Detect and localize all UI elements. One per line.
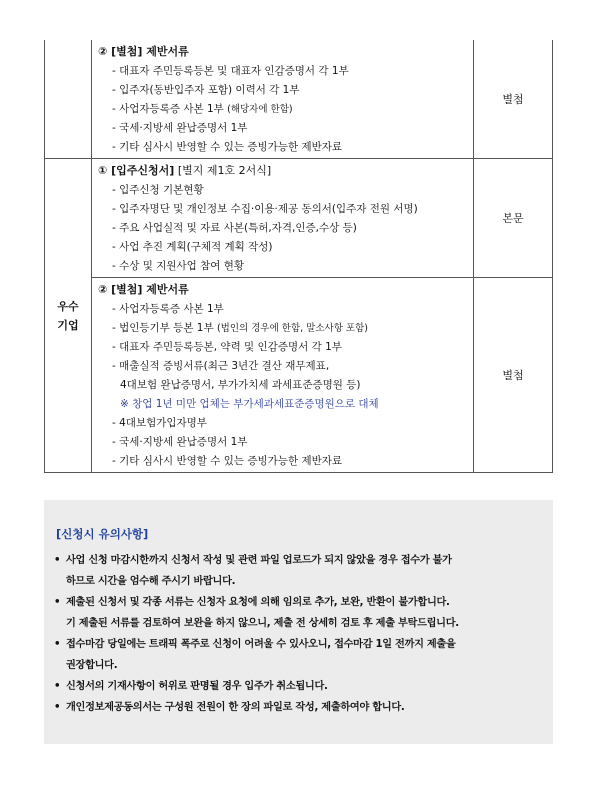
content-cell <box>92 40 474 159</box>
list-item: - 주요 사업실적 및 자료 사본(특허,자격,인증,수상 등) <box>112 222 357 234</box>
notice-item: • 제출된 신청서 및 각종 서류는 신청자 요청에 의해 임의로 추가, 보완, 반환이 불가합니다. <box>52 592 547 613</box>
notice-item: • 접수마감 당일에는 트래픽 폭주로 신청이 어려울 수 있사오니, 접수마감 1일 전까지 제출을 <box>52 634 547 655</box>
list-item: 4대보험 완납증명서, 부가가치세 과세표준증명원 등) <box>120 379 361 391</box>
notice-box <box>44 500 553 744</box>
list-item: - 국세·지방세 완납증명서 1부 <box>112 122 248 134</box>
section-title: ① [입주신청서] [별지 제1호 2서식] <box>98 164 272 177</box>
bullet-icon: • <box>54 639 61 650</box>
notice-item-continued: 권장합니다. <box>66 660 118 671</box>
notice-list <box>52 550 547 718</box>
document-type-cell: 본문 <box>474 159 553 278</box>
list-item: - 입주신청 기본현황 <box>112 184 204 196</box>
category-cell <box>45 40 92 159</box>
table-row <box>45 159 553 278</box>
document-table <box>44 40 553 473</box>
list-item: - 사업자등록증 사본 1부 (해당자에 한함) <box>112 103 293 115</box>
table-row <box>45 278 553 473</box>
notice-title: [신청시 유의사항] <box>56 527 149 541</box>
category-label-line1: 우수 <box>57 299 79 313</box>
bullet-icon: • <box>54 555 61 566</box>
list-item: - 국세·지방세 완납증명서 1부 <box>112 436 248 448</box>
list-item: - 입주자(동반입주자 포함) 이력서 각 1부 <box>112 84 300 96</box>
category-cell <box>45 159 92 473</box>
section-title: ② [별첨] 제반서류 <box>98 283 189 296</box>
list-item: - 법인등기부 등본 1부 (법인의 경우에 한함, 말소사항 포함) <box>112 322 368 334</box>
content-cell <box>92 278 474 473</box>
table-row <box>45 40 553 159</box>
list-item: - 대표자 주민등록등본 및 대표자 인감증명서 각 1부 <box>112 65 349 77</box>
list-item: - 기타 심사시 반영할 수 있는 증빙가능한 제반자료 <box>112 141 343 153</box>
notice-item: • 사업 신청 마감시한까지 신청서 작성 및 관련 파일 업로드가 되지 않았을 경우 접수가 불가 <box>52 550 547 571</box>
list-item: - 대표자 주민등록등본, 약력 및 인감증명서 각 1부 <box>112 341 342 353</box>
notice-item: • 신청서의 기재사항이 허위로 판명될 경우 입주가 취소됩니다. <box>52 676 547 697</box>
document-type-cell: 별첨 <box>474 40 553 159</box>
document-type-cell: 별첨 <box>474 278 553 473</box>
list-item: - 수상 및 지원사업 참여 현황 <box>112 260 245 272</box>
bullet-icon: • <box>54 597 61 608</box>
list-item: - 입주자명단 및 개인정보 수집·이용·제공 동의서(입주자 전원 서명) <box>112 203 418 215</box>
list-item: - 4대보험가입자명부 <box>112 417 207 429</box>
notice-item: • 개인정보제공동의서는 구성원 전원이 한 장의 파일로 작성, 제출하여야 합니다. <box>52 697 547 718</box>
bullet-icon: • <box>54 702 61 713</box>
bullet-icon: • <box>54 681 61 692</box>
list-item: - 사업 추진 계획(구체적 계획 작성) <box>112 241 273 253</box>
content-cell <box>92 159 474 278</box>
notice-item-continued: 하므로 시간을 엄수해 주시기 바랍니다. <box>66 576 236 587</box>
list-item: - 사업자등록증 사본 1부 <box>112 303 224 315</box>
note-item: ※ 창업 1년 미만 업체는 부가세과세표준증명원으로 대체 <box>120 398 379 410</box>
category-label-line2: 기업 <box>57 318 79 332</box>
list-item: - 기타 심사시 반영할 수 있는 증빙가능한 제반자료 <box>112 455 343 467</box>
list-item: - 매출실적 증빙서류(최근 3년간 결산 재무제표, <box>112 360 330 372</box>
notice-item-continued: 기 제출된 서류를 검토하여 보완을 하지 않으니, 제출 전 상세히 검토 후 제출 부탁드립니다. <box>66 618 459 629</box>
section-title: ② [별첨] 제반서류 <box>98 45 189 58</box>
